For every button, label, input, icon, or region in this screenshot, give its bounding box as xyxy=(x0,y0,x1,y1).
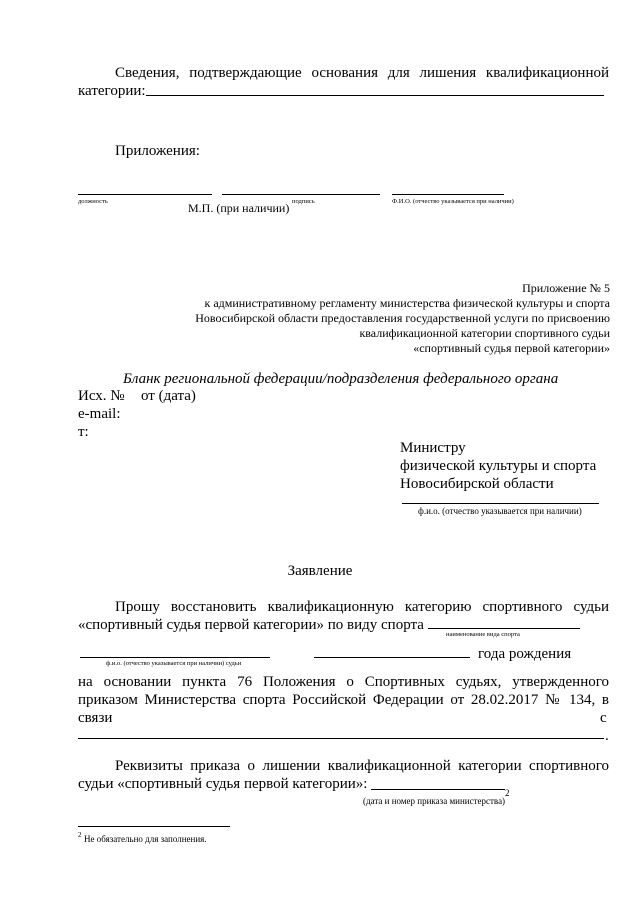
appendix-number: Приложение № 5 xyxy=(522,281,610,295)
appendix-line-2: Новосибирской области предоставления государственной услуги по присвоению xyxy=(195,311,610,325)
signature-line xyxy=(222,194,380,195)
paragraph-2-with: с xyxy=(600,710,607,726)
fio-line xyxy=(392,194,504,195)
addressee-fio-line xyxy=(402,503,599,504)
footnote-number: 2 xyxy=(78,831,82,839)
footnote-separator xyxy=(78,826,230,827)
paragraph-1-line-2: «спортивный судья первой категории» по виду спорта xyxy=(78,617,424,633)
info-line-1: Сведения, подтверждающие основания для лишения квалификационной xyxy=(115,65,609,81)
addressee-line-1: Министру xyxy=(400,440,466,456)
appendix-line-1: к административному регламенту министерства физической культуры и спорта xyxy=(204,296,610,310)
addressee-line-2: физической культуры и спорта xyxy=(400,458,597,474)
attachments-label: Приложения: xyxy=(115,143,200,159)
info-fill-line xyxy=(146,95,604,96)
outgoing-number: Исх. № xyxy=(78,388,125,404)
birth-year-label: года рождения xyxy=(478,646,572,662)
order-fill-line xyxy=(371,789,505,790)
birth-year-line xyxy=(314,657,470,658)
position-line xyxy=(78,194,212,195)
judge-fio-line xyxy=(80,657,270,658)
phone-label: т: xyxy=(78,424,89,440)
appendix-line-3: квалификационной категории спортивного судьи xyxy=(359,326,610,340)
info-label-category: категории: xyxy=(78,83,146,99)
order-footnote-ref: 2 xyxy=(505,788,510,798)
signature-hint: подпись xyxy=(292,198,315,205)
appendix-line-4: «спортивный судья первой категории» xyxy=(413,341,610,355)
paragraph-1-line-1: Прошу восстановить квалификационную категорию спортивного судьи xyxy=(115,599,609,615)
order-hint: (дата и номер приказа министерства) xyxy=(363,796,506,806)
paragraph-2-line-2: приказом Министерства спорта Российской Федерации от 28.02.2017 № 134, в xyxy=(78,692,609,708)
paragraph-2-line-1: на основании пункта 76 Положения о Спортивных судьях, утвержденного xyxy=(78,674,609,690)
addressee-line-3: Новосибирской области xyxy=(400,476,554,492)
letterhead-blank: Бланк региональной федерации/подразделения федерального органа xyxy=(123,371,559,387)
sport-hint: наименование вида спорта xyxy=(446,631,520,638)
email-label: e-mail: xyxy=(78,406,121,422)
sport-fill-line xyxy=(428,628,580,629)
addressee-fio-hint: ф.и.о. (отчество указывается при наличии) xyxy=(418,506,582,516)
paragraph-3-line-2: судьи «спортивный судья первой категории»: xyxy=(78,776,368,792)
application-title: Заявление xyxy=(287,563,353,579)
paragraph-3-line-1: Реквизиты приказа о лишении квалификационной категории спортивного xyxy=(115,758,609,774)
position-hint: должность xyxy=(78,198,108,205)
judge-fio-hint: ф.и.о. (отчество указывается при наличии) судьи xyxy=(106,660,242,667)
footnote-text: Не обязательно для заполнения. xyxy=(84,834,207,844)
seal-label: М.П. (при наличии) xyxy=(188,201,290,215)
fio-hint: Ф.И.О. (отчество указывается при наличии) xyxy=(392,198,514,205)
reason-period: . xyxy=(605,728,609,744)
outgoing-date: от (дата) xyxy=(141,388,196,404)
reason-fill-line xyxy=(78,738,604,739)
paragraph-2-connection: связи xyxy=(78,710,113,726)
